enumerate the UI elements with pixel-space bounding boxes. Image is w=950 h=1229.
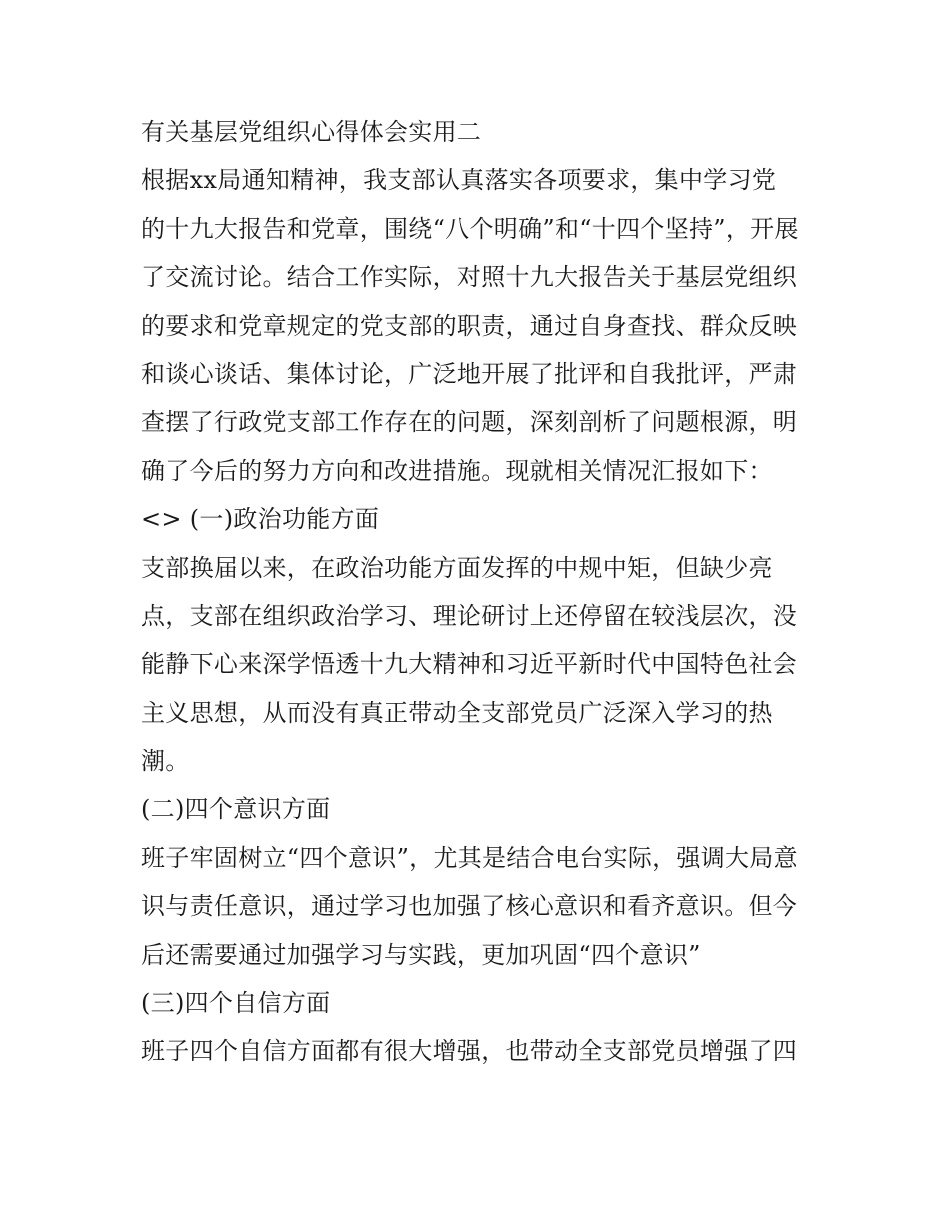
paragraph-line: 潮。 bbox=[141, 747, 190, 776]
paragraph-line: 能静下心来深学悟透十九大精神和习近平新时代中国特色社会 bbox=[141, 650, 798, 679]
paragraph-line: 的十九大报告和党章，围绕“八个明确”和“十四个坚持”，开展 bbox=[141, 214, 799, 243]
paragraph-line: 后还需要通过加强学习与实践，更加巩固“四个意识” bbox=[141, 940, 701, 969]
paragraph-line: 和谈心谈话、集体讨论，广泛地开展了批评和自我批评，严肃 bbox=[141, 359, 798, 388]
document-title: 有关基层党组织心得体会实用二 bbox=[141, 118, 482, 146]
paragraph-line: 主义思想，从而没有真正带动全支部党员广泛深入学习的热 bbox=[141, 698, 773, 727]
document-page bbox=[141, 108, 821, 1076]
paragraph-line: 根据xx局通知精神，我支部认真落实各项要求，集中学习党 bbox=[141, 166, 777, 195]
paragraph-line: 班子牢固树立“四个意识”，尤其是结合电台实际，强调大局意 bbox=[141, 843, 798, 872]
paragraph-line: 查摆了行政党支部工作存在的问题，深刻剖析了问题根源，明 bbox=[141, 408, 798, 437]
section-heading-four-consciousness: (二)四个意识方面 bbox=[141, 795, 331, 824]
paragraph-line: 的要求和党章规定的党支部的职责，通过自身查找、群众反映 bbox=[141, 311, 798, 340]
section-heading-four-confidence: (三)四个自信方面 bbox=[141, 989, 331, 1018]
paragraph-line: 班子四个自信方面都有很大增强，也带动全支部党员增强了四 bbox=[141, 1037, 798, 1066]
paragraph-line: 点，支部在组织政治学习、理论研讨上还停留在较浅层次，没 bbox=[141, 601, 798, 630]
paragraph-line: 确了今后的努力方向和改进措施。现就相关情况汇报如下： bbox=[141, 456, 773, 485]
paragraph-line: 支部换届以来，在政治功能方面发挥的中规中矩，但缺少亮 bbox=[141, 553, 773, 582]
paragraph-line: 识与责任意识，通过学习也加强了核心意识和看齐意识。但今 bbox=[141, 892, 798, 921]
paragraph-line: 了交流讨论。结合工作实际，对照十九大报告关于基层党组织 bbox=[141, 263, 798, 292]
section-heading-political-function: <> (一)政治功能方面 bbox=[141, 505, 380, 534]
